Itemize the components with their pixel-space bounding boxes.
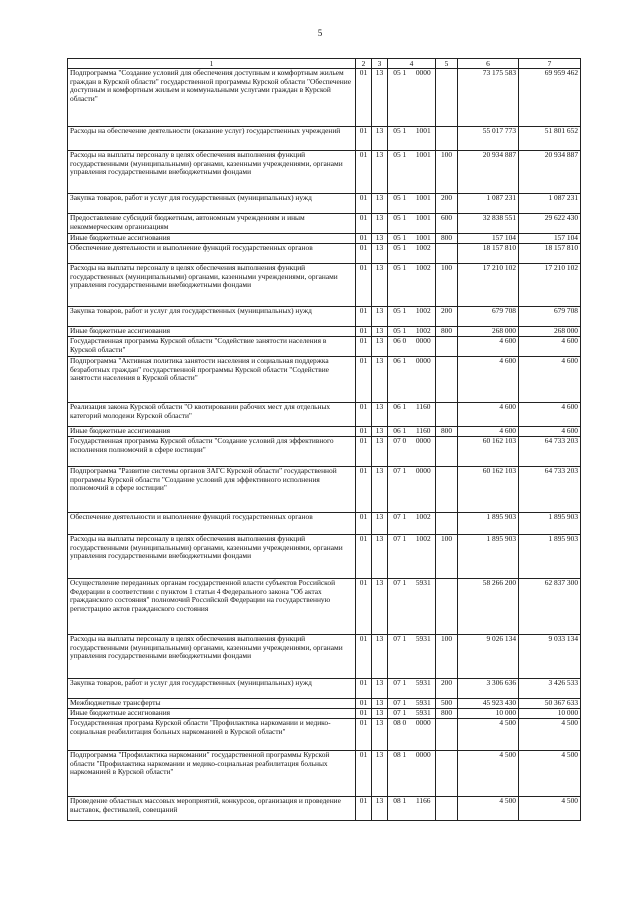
row-code-expense-type <box>436 579 458 635</box>
row-code-section: 01 <box>356 699 372 709</box>
row-code-subsection: 13 <box>372 214 388 234</box>
row-code-direction: 1001 <box>412 194 436 214</box>
row-code-subsection: 13 <box>372 357 388 403</box>
row-code-subsection: 13 <box>372 751 388 797</box>
row-code-program: 06 1 <box>388 403 412 427</box>
row-code-section: 01 <box>356 579 372 635</box>
row-code-subsection: 13 <box>372 69 388 127</box>
row-code-expense-type <box>436 513 458 535</box>
row-code-direction: 1002 <box>412 264 436 307</box>
row-sum-year2: 1 895 903 <box>519 513 581 535</box>
row-name: Осуществление переданных органам государственной власти субъектов Российской Федерации в соответствии с пунктом 1 статьи 4 Федерального закона "Об актах гражданского состояния" полномочий Российской Федерации на государственную регистрацию актов гражданского состояния <box>68 579 356 635</box>
row-code-section: 01 <box>356 513 372 535</box>
row-sum-year1: 4 500 <box>458 719 519 751</box>
row-sum-year2: 1 895 903 <box>519 535 581 579</box>
row-sum-year1: 32 838 551 <box>458 214 519 234</box>
column-header: 5 <box>436 59 458 69</box>
row-code-expense-type <box>436 719 458 751</box>
row-code-expense-type: 500 <box>436 699 458 709</box>
table-row <box>68 513 581 535</box>
row-code-section: 01 <box>356 194 372 214</box>
row-code-section: 01 <box>356 751 372 797</box>
table-row <box>68 709 581 719</box>
row-code-expense-type: 200 <box>436 307 458 327</box>
row-sum-year1: 9 026 134 <box>458 635 519 679</box>
row-code-expense-type: 800 <box>436 327 458 337</box>
row-code-section: 01 <box>356 797 372 821</box>
column-header: 7 <box>519 59 581 69</box>
row-code-expense-type <box>436 127 458 151</box>
row-name: Подпрограмма "Создание условий для обеспечения доступным и комфортным жильем граждан в Курской области" государственной программы Курской области "Обеспечение доступным и комфортным жильем и коммунальными услугами граждан в Курской области" <box>68 69 356 127</box>
row-sum-year2: 4 500 <box>519 797 581 821</box>
row-sum-year1: 4 600 <box>458 403 519 427</box>
column-header: 4 <box>388 59 436 69</box>
row-code-direction: 0000 <box>412 69 436 127</box>
row-name: Государственная программа Курской области "Содействие занятости населения в Курской области" <box>68 337 356 357</box>
row-sum-year1: 20 934 887 <box>458 151 519 194</box>
row-code-subsection: 13 <box>372 151 388 194</box>
table-row <box>68 214 581 234</box>
row-code-subsection: 13 <box>372 719 388 751</box>
row-code-subsection: 13 <box>372 264 388 307</box>
row-code-direction: 5931 <box>412 579 436 635</box>
row-code-section: 01 <box>356 151 372 194</box>
row-name: Иные бюджетные ассигнования <box>68 709 356 719</box>
row-name: Иные бюджетные ассигнования <box>68 234 356 244</box>
row-sum-year1: 4 600 <box>458 357 519 403</box>
row-name: Закупка товаров, работ и услуг для государственных (муниципальных) нужд <box>68 679 356 699</box>
row-code-direction: 1001 <box>412 151 436 194</box>
row-code-section: 01 <box>356 719 372 751</box>
row-code-section: 01 <box>356 264 372 307</box>
row-code-expense-type: 100 <box>436 635 458 679</box>
row-code-program: 07 0 <box>388 437 412 467</box>
row-code-program: 05 1 <box>388 69 412 127</box>
table-row <box>68 127 581 151</box>
row-sum-year2: 4 500 <box>519 751 581 797</box>
row-code-section: 01 <box>356 337 372 357</box>
table-row <box>68 307 581 327</box>
row-code-expense-type <box>436 751 458 797</box>
row-code-subsection: 13 <box>372 307 388 327</box>
row-sum-year2: 157 104 <box>519 234 581 244</box>
row-sum-year2: 679 708 <box>519 307 581 327</box>
row-code-direction: 5931 <box>412 635 436 679</box>
row-code-expense-type: 600 <box>436 214 458 234</box>
table-row <box>68 579 581 635</box>
row-code-program: 07 1 <box>388 635 412 679</box>
row-sum-year1: 4 500 <box>458 751 519 797</box>
row-sum-year2: 4 500 <box>519 719 581 751</box>
row-code-subsection: 13 <box>372 234 388 244</box>
table-row <box>68 327 581 337</box>
row-sum-year2: 1 087 231 <box>519 194 581 214</box>
row-code-expense-type <box>436 357 458 403</box>
row-name: Расходы на обеспечение деятельности (оказание услуг) государственных учреждений <box>68 127 356 151</box>
row-code-direction: 1160 <box>412 427 436 437</box>
row-code-direction: 5931 <box>412 709 436 719</box>
row-code-section: 01 <box>356 214 372 234</box>
table-row <box>68 699 581 709</box>
row-code-direction: 0000 <box>412 467 436 513</box>
row-code-program: 05 1 <box>388 264 412 307</box>
row-code-direction: 1160 <box>412 403 436 427</box>
row-code-expense-type: 100 <box>436 151 458 194</box>
table-row <box>68 719 581 751</box>
table-row <box>68 151 581 194</box>
row-code-subsection: 13 <box>372 709 388 719</box>
row-sum-year1: 1 895 903 <box>458 535 519 579</box>
row-code-program: 05 1 <box>388 244 412 264</box>
row-code-program: 07 1 <box>388 679 412 699</box>
row-code-section: 01 <box>356 69 372 127</box>
row-sum-year2: 9 033 134 <box>519 635 581 679</box>
row-code-program: 05 1 <box>388 127 412 151</box>
row-code-section: 01 <box>356 709 372 719</box>
row-sum-year1: 4 600 <box>458 427 519 437</box>
budget-table <box>67 58 581 821</box>
row-code-section: 01 <box>356 127 372 151</box>
column-header: 6 <box>458 59 519 69</box>
row-code-program: 07 1 <box>388 699 412 709</box>
row-code-direction: 1166 <box>412 797 436 821</box>
row-name: Закупка товаров, работ и услуг для государственных (муниципальных) нужд <box>68 194 356 214</box>
row-sum-year1: 10 000 <box>458 709 519 719</box>
row-code-expense-type: 200 <box>436 194 458 214</box>
row-name: Расходы на выплаты персоналу в целях обеспечения выполнения функций государственных (муниципальными) органами, казенными учреждениями, органами управления государственными внебюджетными фондами <box>68 264 356 307</box>
row-sum-year2: 4 600 <box>519 357 581 403</box>
row-sum-year2: 18 157 810 <box>519 244 581 264</box>
row-code-subsection: 13 <box>372 579 388 635</box>
row-name: Расходы на выплаты персоналу в целях обеспечения выполнения функций государственными (муниципальными) органами, казенными учреждениями, органами управления государственными внебюджетными фондами <box>68 535 356 579</box>
row-sum-year2: 64 733 203 <box>519 437 581 467</box>
table-row <box>68 234 581 244</box>
row-code-subsection: 13 <box>372 337 388 357</box>
column-header: 2 <box>356 59 372 69</box>
row-code-expense-type <box>436 437 458 467</box>
row-code-subsection: 13 <box>372 635 388 679</box>
row-code-subsection: 13 <box>372 403 388 427</box>
row-code-expense-type: 800 <box>436 709 458 719</box>
row-code-subsection: 13 <box>372 535 388 579</box>
row-name: Подпрограмма "Развитие системы органов ЗАГС Курской области" государственной программы Курской области "Создание условий для эффективного исполнения полномочий в сфере юстиции" <box>68 467 356 513</box>
row-sum-year2: 29 622 430 <box>519 214 581 234</box>
row-code-expense-type: 100 <box>436 264 458 307</box>
row-sum-year2: 4 600 <box>519 427 581 437</box>
row-code-direction: 5931 <box>412 699 436 709</box>
row-sum-year1: 3 306 636 <box>458 679 519 699</box>
table-row <box>68 403 581 427</box>
row-code-direction: 1002 <box>412 307 436 327</box>
row-code-direction: 1002 <box>412 535 436 579</box>
row-code-program: 05 1 <box>388 151 412 194</box>
row-sum-year2: 69 959 462 <box>519 69 581 127</box>
row-name: Предоставление субсидий бюджетным, автономным учреждениям и иным некоммерческим организациям <box>68 214 356 234</box>
row-sum-year1: 55 017 773 <box>458 127 519 151</box>
row-code-program: 05 1 <box>388 327 412 337</box>
row-code-expense-type: 200 <box>436 679 458 699</box>
table-row <box>68 427 581 437</box>
row-code-direction: 0000 <box>412 437 436 467</box>
row-sum-year2: 10 000 <box>519 709 581 719</box>
row-code-direction: 1002 <box>412 244 436 264</box>
row-code-subsection: 13 <box>372 699 388 709</box>
row-name: Обеспечение деятельности и выполнение функций государственных органов <box>68 513 356 535</box>
row-code-program: 07 1 <box>388 535 412 579</box>
row-name: Обеспечение деятельности и выполнение функций государственных органов <box>68 244 356 264</box>
row-name: Расходы на выплаты персоналу в целях обеспечения выполнения функций государственными (муниципальными) органами, казенными учреждениями, органами управления государственными внебюджетными фондами <box>68 151 356 194</box>
row-sum-year1: 58 266 200 <box>458 579 519 635</box>
row-code-subsection: 13 <box>372 797 388 821</box>
row-code-expense-type: 800 <box>436 427 458 437</box>
row-code-expense-type <box>436 797 458 821</box>
row-sum-year2: 62 837 300 <box>519 579 581 635</box>
row-code-section: 01 <box>356 437 372 467</box>
row-code-subsection: 13 <box>372 127 388 151</box>
table-row <box>68 751 581 797</box>
row-name: Межбюджетные трансферты <box>68 699 356 709</box>
row-name: Закупка товаров, работ и услуг для государственных (муниципальных) нужд <box>68 307 356 327</box>
row-name: Проведение областных массовых мероприятий, конкурсов, организация и проведение выставок, фестивалей, совещаний <box>68 797 356 821</box>
row-sum-year1: 45 923 430 <box>458 699 519 709</box>
row-code-direction: 1002 <box>412 327 436 337</box>
row-code-expense-type <box>436 337 458 357</box>
row-code-expense-type: 800 <box>436 234 458 244</box>
row-sum-year1: 73 175 583 <box>458 69 519 127</box>
row-sum-year2: 268 000 <box>519 327 581 337</box>
row-code-section: 01 <box>356 307 372 327</box>
row-code-section: 01 <box>356 327 372 337</box>
column-header: 3 <box>372 59 388 69</box>
row-sum-year2: 51 801 652 <box>519 127 581 151</box>
table-row <box>68 467 581 513</box>
row-name: Государственная программа Курской области "Создание условий для эффективного исполнения полномочий в сфере юстиции" <box>68 437 356 467</box>
row-sum-year1: 4 600 <box>458 337 519 357</box>
row-code-direction: 0000 <box>412 751 436 797</box>
row-sum-year1: 18 157 810 <box>458 244 519 264</box>
row-code-program: 05 1 <box>388 307 412 327</box>
row-code-subsection: 13 <box>372 437 388 467</box>
row-sum-year1: 1 895 903 <box>458 513 519 535</box>
row-sum-year1: 268 000 <box>458 327 519 337</box>
row-code-section: 01 <box>356 467 372 513</box>
row-code-direction: 0000 <box>412 337 436 357</box>
row-code-section: 01 <box>356 234 372 244</box>
row-code-program: 06 1 <box>388 357 412 403</box>
row-sum-year1: 1 087 231 <box>458 194 519 214</box>
table-row <box>68 357 581 403</box>
row-sum-year1: 60 162 103 <box>458 437 519 467</box>
row-code-direction: 1002 <box>412 513 436 535</box>
row-name: Подпрограмма "Активная политика занятости населения и социальная поддержка безработных граждан" государственной программы Курской области "Содействие занятости населения в Курской области" <box>68 357 356 403</box>
table-row <box>68 264 581 307</box>
row-name: Иные бюджетные ассигнования <box>68 327 356 337</box>
row-code-subsection: 13 <box>372 679 388 699</box>
row-code-program: 07 1 <box>388 513 412 535</box>
row-code-direction: 1001 <box>412 127 436 151</box>
row-code-expense-type: 100 <box>436 535 458 579</box>
row-code-program: 05 1 <box>388 234 412 244</box>
table-row <box>68 337 581 357</box>
column-header: 1 <box>68 59 356 69</box>
row-code-section: 01 <box>356 403 372 427</box>
row-sum-year1: 157 104 <box>458 234 519 244</box>
row-code-section: 01 <box>356 244 372 264</box>
row-code-expense-type <box>436 467 458 513</box>
row-name: Подпрограмма "Профилактика наркомании" государственной программы Курской области "Профилактика наркомании и медико-социальная реабилитация больных наркоманией в Курской области" <box>68 751 356 797</box>
row-name: Расходы на выплаты персоналу в целях обеспечения выполнения функций государственными (муниципальными) органами, казенными учреждениями, органами управления государственными внебюджетными фондами <box>68 635 356 679</box>
row-name: Реализация закона Курской области "О квотировании рабочих мест для отдельных категорий молодежи Курской области" <box>68 403 356 427</box>
row-code-direction: 1001 <box>412 214 436 234</box>
row-name: Государственная програма Курской области "Профилактика наркомании и медико-социальная реабилитация больных наркоманией в Курской области" <box>68 719 356 751</box>
row-code-program: 06 1 <box>388 427 412 437</box>
table-row <box>68 194 581 214</box>
row-code-expense-type <box>436 403 458 427</box>
row-sum-year2: 50 367 633 <box>519 699 581 709</box>
row-code-program: 07 1 <box>388 709 412 719</box>
row-name: Иные бюджетные ассигнования <box>68 427 356 437</box>
row-sum-year1: 679 708 <box>458 307 519 327</box>
row-sum-year1: 60 162 103 <box>458 467 519 513</box>
table-row <box>68 69 581 127</box>
row-code-direction: 1001 <box>412 234 436 244</box>
row-code-program: 08 0 <box>388 719 412 751</box>
row-code-subsection: 13 <box>372 194 388 214</box>
row-code-subsection: 13 <box>372 427 388 437</box>
row-sum-year1: 4 500 <box>458 797 519 821</box>
row-sum-year2: 3 426 533 <box>519 679 581 699</box>
row-code-direction: 5931 <box>412 679 436 699</box>
table-body <box>68 69 581 821</box>
row-code-subsection: 13 <box>372 467 388 513</box>
table-header-row <box>68 59 581 69</box>
row-sum-year2: 64 733 203 <box>519 467 581 513</box>
row-code-program: 07 1 <box>388 467 412 513</box>
row-code-section: 01 <box>356 427 372 437</box>
table-row <box>68 679 581 699</box>
row-code-program: 05 1 <box>388 194 412 214</box>
row-sum-year1: 17 210 102 <box>458 264 519 307</box>
row-code-subsection: 13 <box>372 244 388 264</box>
row-code-program: 05 1 <box>388 214 412 234</box>
row-code-subsection: 13 <box>372 327 388 337</box>
row-code-direction: 0000 <box>412 357 436 403</box>
table-row <box>68 535 581 579</box>
table-row <box>68 797 581 821</box>
row-code-expense-type <box>436 69 458 127</box>
row-code-section: 01 <box>356 357 372 403</box>
row-code-program: 08 1 <box>388 751 412 797</box>
row-code-subsection: 13 <box>372 513 388 535</box>
row-code-expense-type <box>436 244 458 264</box>
row-sum-year2: 4 600 <box>519 337 581 357</box>
row-code-section: 01 <box>356 635 372 679</box>
row-sum-year2: 20 934 887 <box>519 151 581 194</box>
table-row <box>68 244 581 264</box>
table-row <box>68 635 581 679</box>
row-code-section: 01 <box>356 535 372 579</box>
row-code-program: 08 1 <box>388 797 412 821</box>
page-number: 5 <box>317 28 323 38</box>
row-sum-year2: 4 600 <box>519 403 581 427</box>
row-sum-year2: 17 210 102 <box>519 264 581 307</box>
row-code-direction: 0000 <box>412 719 436 751</box>
row-code-program: 07 1 <box>388 579 412 635</box>
row-code-program: 06 0 <box>388 337 412 357</box>
row-code-section: 01 <box>356 679 372 699</box>
table-row <box>68 437 581 467</box>
